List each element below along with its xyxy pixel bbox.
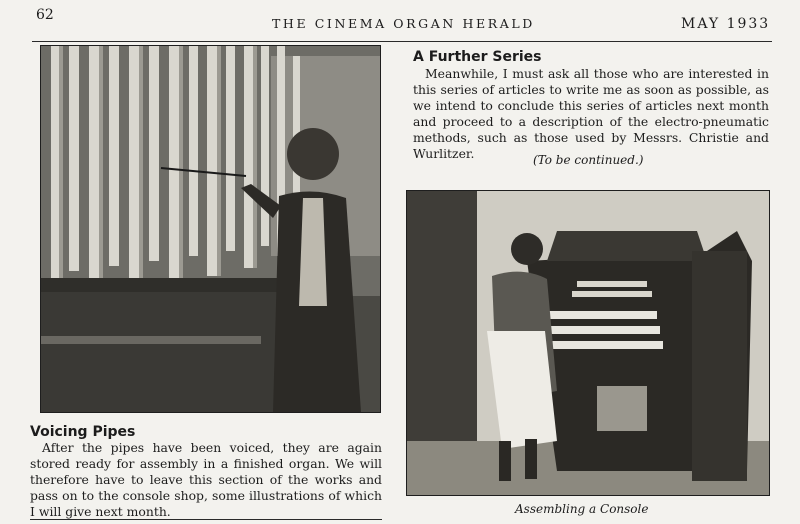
voicing-pipes-heading: Voicing Pipes [30, 424, 136, 440]
console-caption: Assembling a Console [515, 502, 649, 516]
to-be-continued: (To be continued.) [533, 153, 644, 167]
bottom-rule [30, 519, 382, 520]
further-series-heading: A Further Series [413, 49, 542, 65]
voicing-pipes-photo [40, 45, 381, 413]
header-rule [32, 41, 772, 42]
voicing-pipes-body: After the pipes have been voiced, they are again stored ready for assembly in a finished organ. We will therefore have to leave this section of the works and pass on to the console shop, some illustrations of which I will give next month. [30, 440, 382, 519]
issue-date: MAY 1933 [681, 16, 771, 32]
page-number: 62 [36, 7, 54, 23]
publication-title: THE CINEMA ORGAN HERALD [272, 16, 535, 31]
console-photo [406, 190, 770, 496]
further-series-body: Meanwhile, I must ask all those who are interested in this series of articles to write me as soon as possible, as we intend to conclude this series of articles next month and proceed to a description of the electro-pneumatic methods, such as those used by Messrs. Christie and Wurlitzer. [413, 66, 769, 161]
